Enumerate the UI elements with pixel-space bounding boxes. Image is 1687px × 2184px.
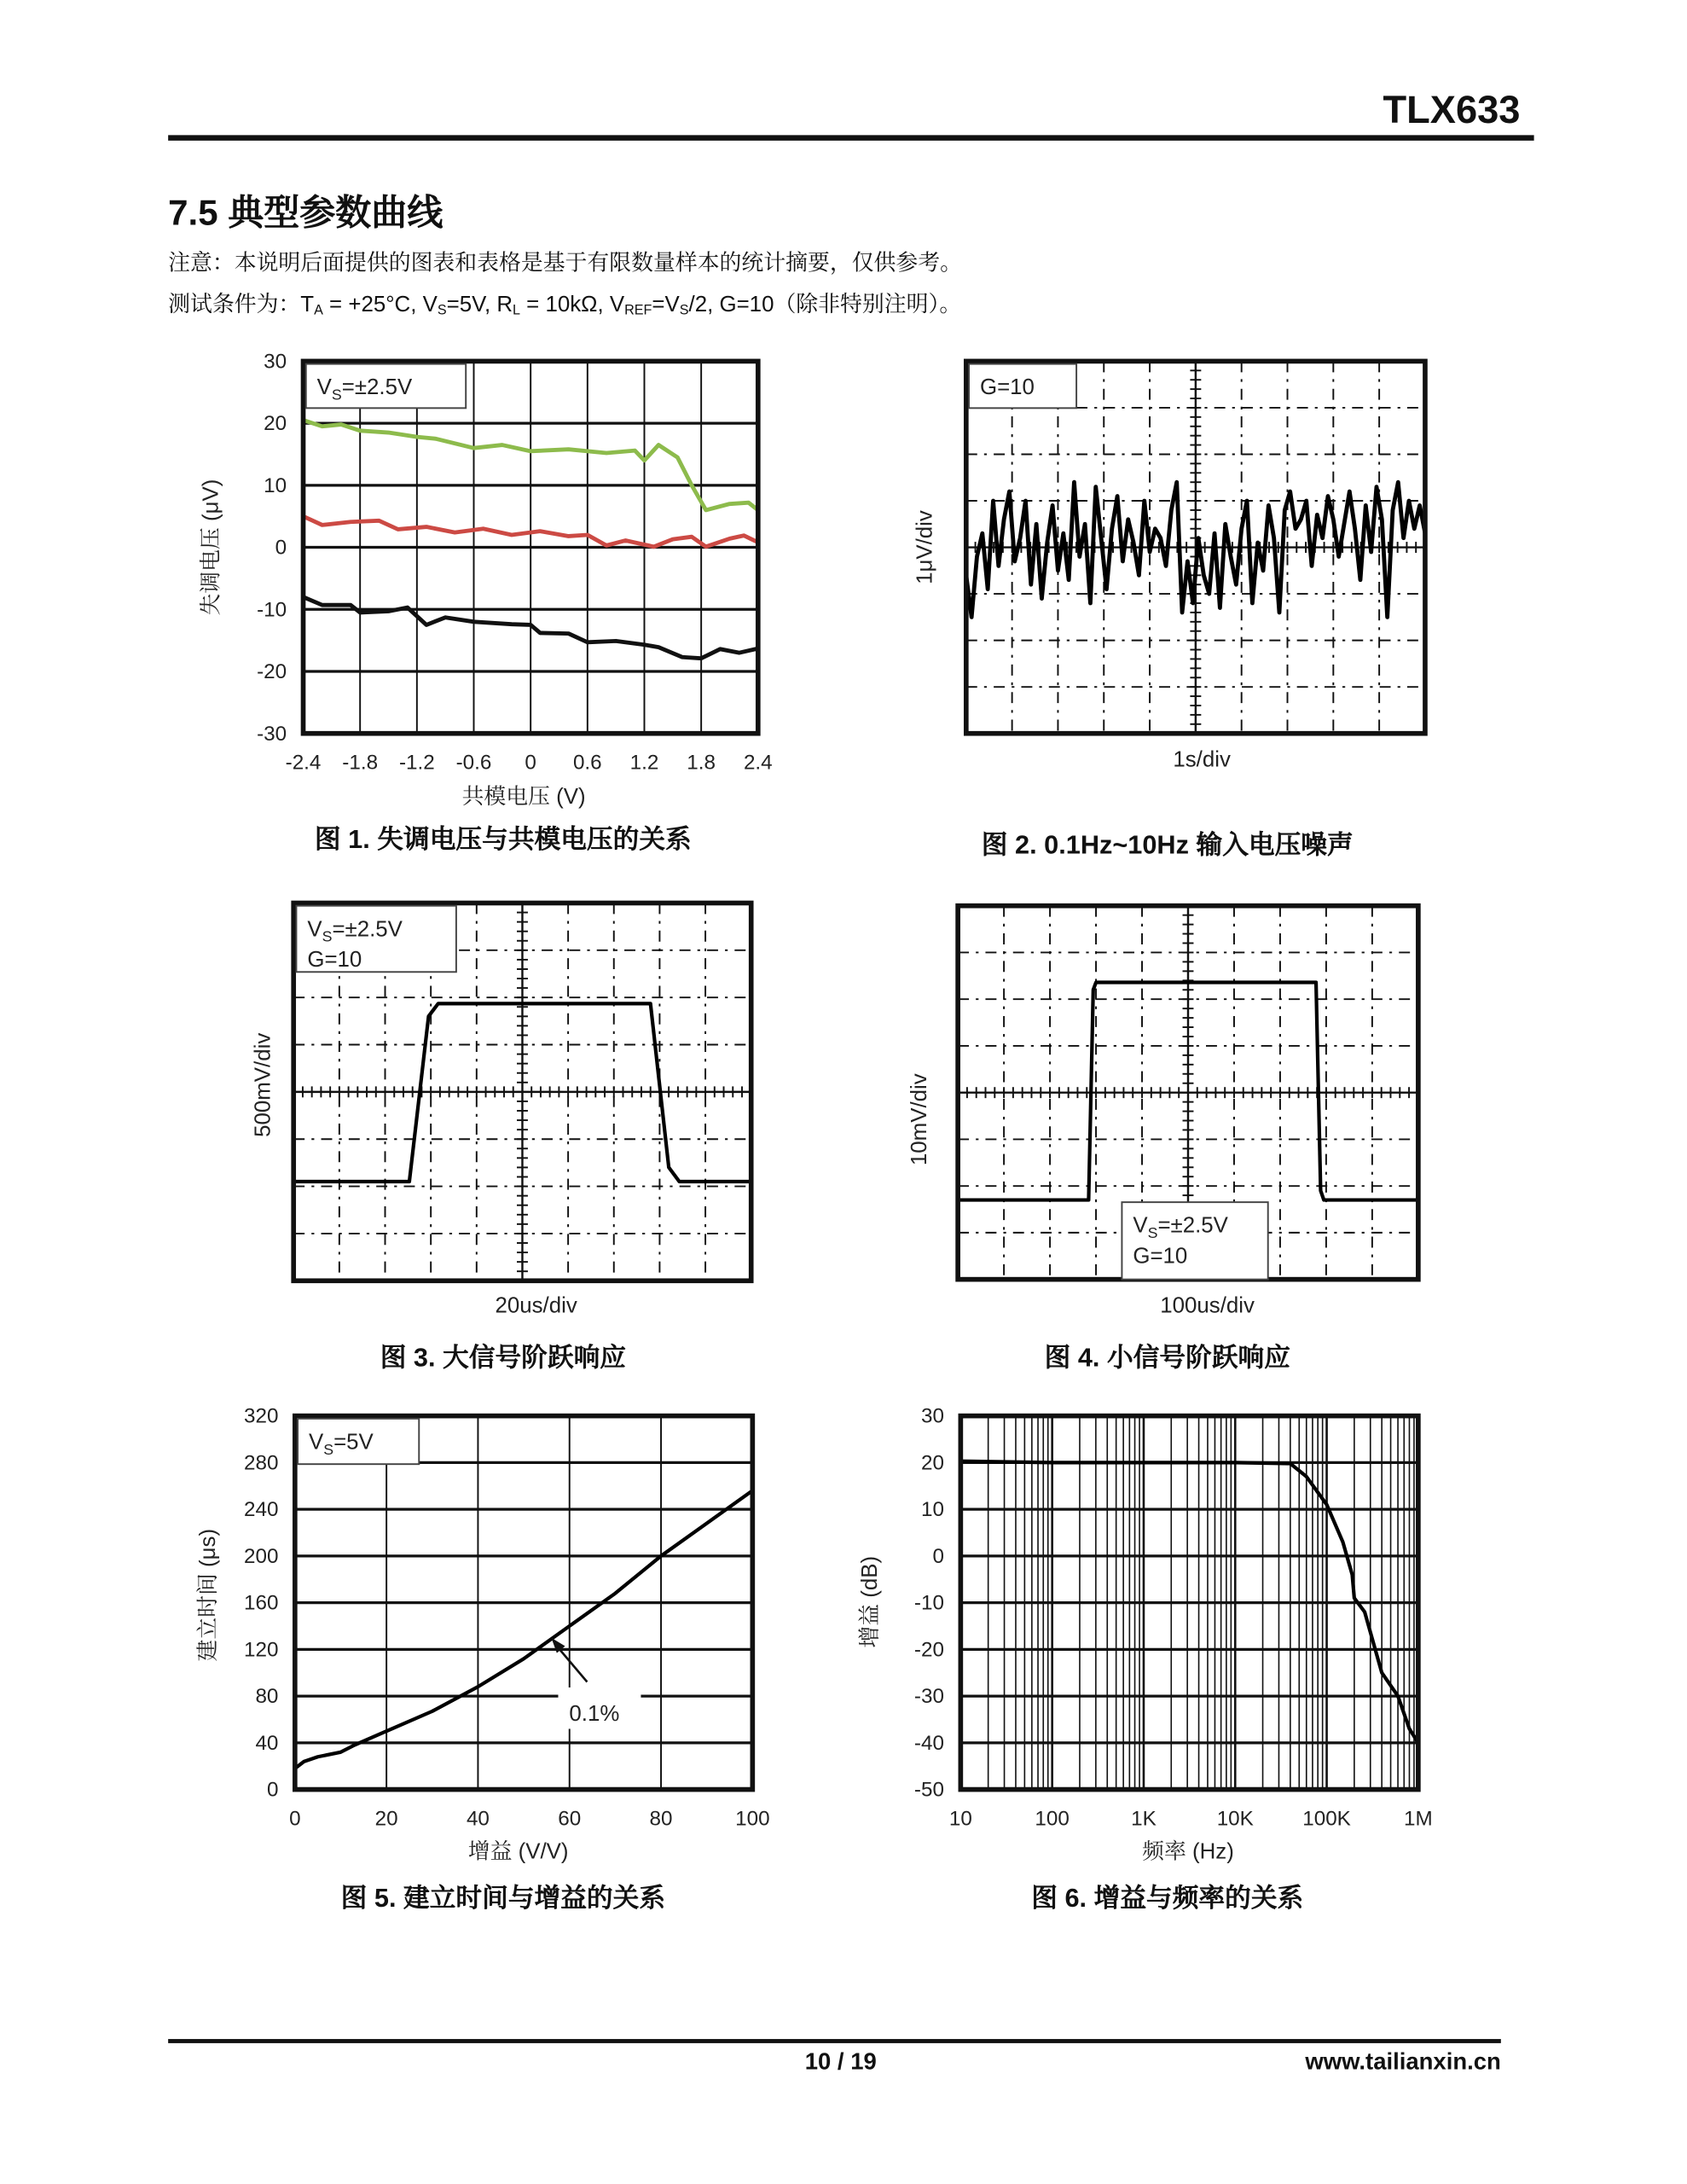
cond-text: =5V, R — [446, 293, 513, 317]
legend-text: =±2.5V — [341, 375, 413, 400]
y-axis-label: 增益 (dB) — [857, 1555, 882, 1648]
x-tick-label: 2.4 — [743, 751, 773, 775]
x-tick-label: -1.2 — [398, 751, 435, 775]
x-axis-label: 增益 (V/V) — [467, 1839, 569, 1864]
y-tick-label: 0 — [266, 1778, 279, 1802]
y-tick-label: -20 — [913, 1638, 944, 1662]
x-tick-label: 1M — [1404, 1807, 1433, 1831]
chart-fig3 — [252, 903, 751, 1317]
legend-sub: S — [1147, 1224, 1158, 1242]
x-tick-label: 0.6 — [572, 751, 602, 775]
x-tick-label: 1K — [1131, 1807, 1157, 1831]
annotation-arrow — [557, 1647, 588, 1682]
chart-fig6 — [857, 1405, 1433, 1864]
figure-6-caption: 图 6. 增益与频率的关系 — [1031, 1885, 1304, 1914]
x-tick-label: -2.4 — [285, 751, 322, 775]
cond-text: 测试条件为：T — [168, 293, 315, 317]
cond-sub: S — [437, 303, 447, 319]
x-tick-label: 40 — [466, 1807, 490, 1831]
x-tick-label: 100 — [1035, 1807, 1070, 1831]
x-tick-label: 20 — [374, 1807, 398, 1831]
legend-text: V — [307, 917, 322, 942]
figure-1-caption: 图 1. 失调电压与共模电压的关系 — [314, 825, 692, 855]
y-axis-label: 1μV/div — [913, 510, 937, 584]
legend-text: V — [308, 1430, 324, 1455]
y-tick-label: 80 — [255, 1685, 279, 1709]
cond-text: = 10kΩ, V — [519, 293, 625, 317]
x-axis-label: 频率 (Hz) — [1142, 1839, 1234, 1864]
legend-text: =±2.5V — [332, 917, 403, 942]
legend-sub: S — [322, 927, 333, 945]
legend-label-2: G=10 — [307, 947, 362, 972]
y-tick-label: 280 — [243, 1451, 279, 1475]
y-tick-label: 0 — [932, 1544, 944, 1568]
cond-text: /2, G=10（除非特别注明）。 — [688, 293, 962, 317]
legend-sub: S — [323, 1440, 334, 1458]
figure-4-caption: 图 4. 小信号阶跃响应 — [1044, 1344, 1290, 1374]
x-tick-label: 80 — [649, 1807, 673, 1831]
x-tick-label: -0.6 — [455, 751, 492, 775]
y-tick-label: -20 — [257, 660, 287, 684]
y-axis-label: 失调电压 (μV) — [199, 479, 223, 616]
y-tick-label: 0 — [275, 536, 287, 560]
footer-rule — [168, 2039, 1501, 2043]
chart-fig1 — [198, 350, 772, 809]
x-tick-label: 100K — [1302, 1807, 1351, 1831]
y-tick-label: 40 — [255, 1731, 279, 1755]
y-tick-label: 30 — [920, 1404, 944, 1428]
cond-sub: A — [314, 303, 323, 319]
legend-text: V — [1133, 1213, 1148, 1238]
y-tick-label: 20 — [920, 1451, 944, 1475]
x-tick-label: 0 — [289, 1807, 301, 1831]
figure-2-caption: 图 2. 0.1Hz~10Hz 输入电压噪声 — [981, 831, 1354, 861]
legend-label — [1133, 1214, 1228, 1241]
note-line: 注意：本说明后面提供的图表和表格是基于有限数量样本的统计摘要，仅供参考。 — [168, 252, 962, 276]
legend-label-2: G=10 — [1133, 1244, 1188, 1269]
x-tick-label: 10K — [1216, 1807, 1254, 1831]
y-tick-label: -30 — [913, 1685, 944, 1709]
y-tick-label: -30 — [257, 722, 287, 746]
legend-text: =±2.5V — [1157, 1213, 1228, 1238]
cond-sub: L — [513, 303, 520, 319]
legend-label — [317, 375, 413, 403]
y-tick-label: -10 — [257, 598, 287, 622]
annotation-label: 0.1% — [569, 1701, 620, 1726]
legend-text: V — [316, 375, 332, 400]
x-tick-label: 100 — [735, 1807, 770, 1831]
y-tick-label: 120 — [243, 1638, 279, 1662]
section-title: 7.5 典型参数曲线 — [168, 191, 443, 234]
y-tick-label: 20 — [264, 412, 287, 436]
legend-text: =5V — [333, 1430, 374, 1455]
x-axis-label: 100us/div — [1160, 1293, 1255, 1318]
x-axis-label: 20us/div — [495, 1293, 577, 1318]
y-tick-label: 30 — [264, 350, 287, 374]
x-tick-label: 1.8 — [687, 751, 716, 775]
y-tick-label: 200 — [243, 1544, 279, 1568]
x-tick-label: 1.2 — [629, 751, 659, 775]
y-tick-label: -50 — [913, 1778, 944, 1802]
chart-fig5 — [195, 1405, 769, 1864]
y-tick-label: -10 — [913, 1591, 944, 1615]
y-axis-label: 10mV/div — [907, 1073, 931, 1166]
cond-sub: S — [679, 303, 689, 319]
y-tick-label: 10 — [920, 1498, 944, 1522]
x-axis-label: 共模电压 (V) — [461, 785, 586, 810]
x-tick-label: 60 — [558, 1807, 582, 1831]
part-number: TLX633 — [1383, 88, 1521, 131]
y-axis-label: 建立时间 (μs) — [196, 1528, 221, 1662]
y-tick-label: 160 — [243, 1591, 279, 1615]
page-number: 10 / 19 — [804, 2048, 877, 2076]
legend-label — [309, 1430, 374, 1457]
legend-text: G=10 — [979, 375, 1035, 400]
y-tick-label: 10 — [264, 473, 287, 497]
y-tick-label: 320 — [243, 1404, 279, 1428]
series-settling — [295, 1490, 753, 1769]
cond-text: = +25°C, V — [322, 293, 438, 317]
figure-5-caption: 图 5. 建立时间与增益的关系 — [340, 1885, 666, 1914]
chart-fig4 — [907, 906, 1418, 1318]
chart-fig2 — [913, 361, 1425, 771]
legend-label — [307, 917, 403, 944]
legend-sub: S — [331, 386, 342, 404]
y-tick-label: 240 — [243, 1498, 279, 1522]
y-tick-label: -40 — [913, 1731, 944, 1755]
legend-label — [980, 375, 1035, 399]
x-tick-label: -1.8 — [342, 751, 379, 775]
cond-text: =V — [652, 293, 680, 317]
x-axis-label: 1s/div — [1173, 747, 1231, 772]
website: www.tailianxin.cn — [1305, 2048, 1501, 2076]
figure-3-caption: 图 3. 大信号阶跃响应 — [380, 1344, 626, 1374]
x-tick-label: 0 — [525, 751, 536, 775]
x-tick-label: 10 — [948, 1807, 972, 1831]
y-axis-label: 500mV/div — [251, 1032, 275, 1137]
cond-sub: REF — [624, 303, 652, 319]
